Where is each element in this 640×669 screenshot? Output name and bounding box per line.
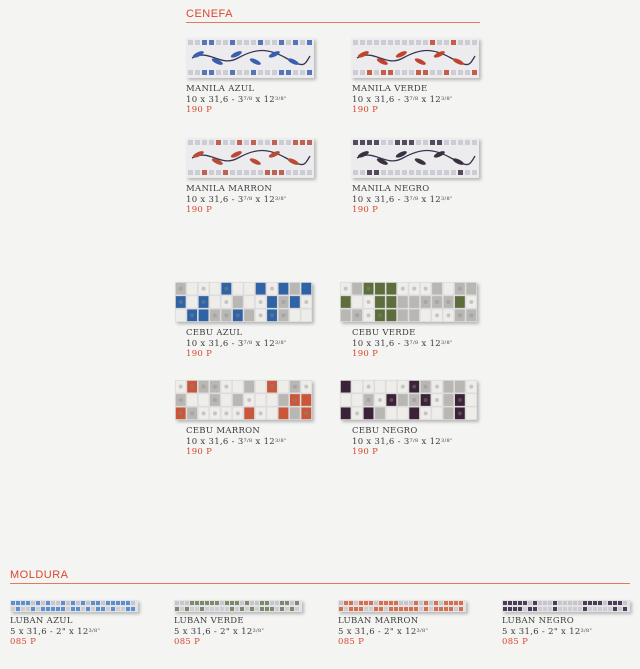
product-name: MANILA MARRON [186,184,273,194]
product-name: CEBU VERDE [352,328,416,338]
moldura-rule [10,583,630,584]
product-caption [352,84,453,116]
manila-pattern [351,138,479,178]
product-caption [338,616,428,648]
product-name: MANILA NEGRO [352,184,430,194]
luban-negro-tile [502,600,630,612]
product-dimensions: 10 x $31,6 - 3^{7/8}$ x $12^{3/8"}$ [186,338,287,349]
product-dimensions: 10 x $31,6 - 3^{7/8}$ x $12^{3/8"}$ [186,436,287,447]
cebu-azul-tile [175,282,312,322]
product-dimensions: 10 x $31,6 - 3^{7/8}$ x $12^{3/8"}$ [352,436,453,447]
luban-pattern [10,600,138,612]
cebu-marron-tile [175,380,312,420]
cebu-pattern [340,282,477,322]
product-price: 190 P [352,447,379,457]
luban-verde-tile [174,600,302,612]
product-name: CEBU MARRON [186,426,261,436]
product-name: CEBU NEGRO [352,426,418,436]
manila-marron-tile [186,138,314,178]
cenefa-rule [186,22,480,23]
manila-pattern [186,38,314,78]
product-dimensions: 10 x $31,6 - 3^{7/8}$ x $12^{3/8"}$ [352,194,453,205]
product-name: MANILA VERDE [352,84,428,94]
product-caption [502,616,592,648]
cebu-verde-tile [340,282,477,322]
product-price: 190 P [186,105,213,115]
luban-marron-tile [338,600,466,612]
cenefa-title: CENEFA [186,8,234,20]
product-dimensions: 5 x 31,6 - 2" x $12^{3/8"}$ [10,626,101,637]
product-dimensions: 5 x 31,6 - 2" x $12^{3/8"}$ [338,626,429,637]
manila-azul-tile [186,38,314,78]
manila-pattern [186,138,314,178]
product-name: LUBAN MARRON [338,616,419,626]
product-price: 190 P [352,205,379,215]
product-price: 190 P [186,205,213,215]
product-caption [186,426,287,458]
product-caption [186,184,287,216]
luban-azul-tile [10,600,138,612]
product-name: LUBAN NEGRO [502,616,574,626]
manila-verde-tile [351,38,479,78]
moldura-title: MOLDURA [10,569,69,581]
luban-pattern [502,600,630,612]
product-dimensions: 10 x $31,6 - 3^{7/8}$ x $12^{3/8"}$ [352,338,453,349]
product-price: 190 P [352,349,379,359]
manila-negro-tile [351,138,479,178]
product-price: 190 P [352,105,379,115]
manila-pattern [351,38,479,78]
product-dimensions: 5 x 31,6 - 2" x $12^{3/8"}$ [502,626,593,637]
product-caption [352,426,453,458]
product-name: MANILA AZUL [186,84,255,94]
cebu-negro-tile [340,380,477,420]
product-dimensions: 5 x 31,6 - 2" x $12^{3/8"}$ [174,626,265,637]
product-caption [174,616,264,648]
product-dimensions: 10 x $31,6 - 3^{7/8}$ x $12^{3/8"}$ [352,94,453,105]
product-caption [352,184,453,216]
product-caption [352,328,453,360]
product-name: CEBU AZUL [186,328,243,338]
product-price: 085 P [174,637,201,647]
product-name: LUBAN VERDE [174,616,244,626]
cebu-pattern [175,282,312,322]
product-dimensions: 10 x $31,6 - 3^{7/8}$ x $12^{3/8"}$ [186,194,287,205]
product-price: 085 P [10,637,37,647]
product-caption [186,84,287,116]
cebu-pattern [340,380,477,420]
product-price: 190 P [186,349,213,359]
product-caption [10,616,100,648]
product-caption [186,328,287,360]
cebu-pattern [175,380,312,420]
product-price: 190 P [186,447,213,457]
product-price: 085 P [502,637,529,647]
product-price: 085 P [338,637,365,647]
product-name: LUBAN AZUL [10,616,73,626]
product-dimensions: 10 x $31,6 - 3^{7/8}$ x $12^{3/8"}$ [186,94,287,105]
luban-pattern [338,600,466,612]
luban-pattern [174,600,302,612]
